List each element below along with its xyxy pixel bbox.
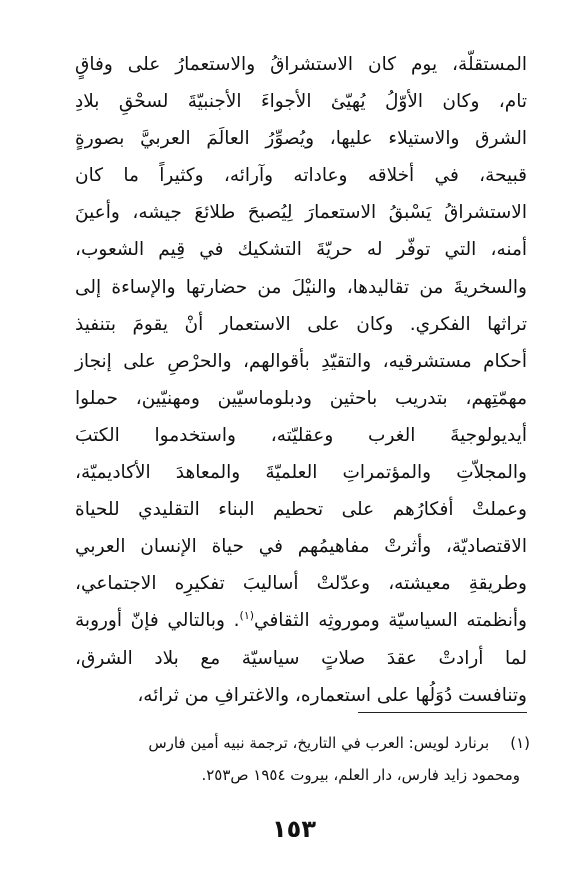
text-line: المستقلّة، يوم كان الاستشراقُ والاستعمارُ على وفاقٍ [75,54,527,75]
text-segment: وأنظمته السياسيّة وموروثِه الثقافي [254,610,527,632]
text-line: تام، وكان الأوّلُ يُهيّئ الأجواءَ الأجنبيّةَ لسحْقِ بلادِ [75,91,527,113]
text-line: الاستشراقُ يَسْبقُ الاستعمارَ لِيُصبحَ طلائعَ جيشه، وأعينَ [75,202,527,224]
text-line: وطريقةِ معيشته، وعدّلتْ أساليبَ تفكيرِه الاجتماعي، [75,573,527,595]
footnote-separator [358,712,527,713]
text-line-with-note [75,602,527,639]
text-line: قبيحة، في أخلاقه وعاداته وآرائه، وكثيراً ما كان [75,165,527,187]
text-line: لما أرادتْ عقدَ صلاتٍ سياسيّة مع بلاد الشرق، [75,647,527,669]
text-line: وتنافست دُوَلُها على استعماره، والاغترافِ من ثرائه، [137,684,527,706]
text-line: أيديولوجيةَ الغرب وعقليّته، واستخدموا الكتبَ [75,424,527,446]
text-line: وعملتْ أفكارُهم على تحطيم البناء التقليدي للحياة [75,499,527,521]
text-line: تراثها الفكري. وكان على الاستعمار أنْ يقومَ بتنفيذ [75,313,527,335]
footnote-line [70,727,530,759]
footnote-number: (١) [510,734,530,752]
footnote [70,727,530,791]
footnote-line: ومحمود زايد فارس، دار العلم، بيروت ١٩٥٤ ص٢٥٣. [201,766,520,784]
body-text [75,46,527,714]
text-line: الاقتصاديّة، وأثرتْ مفاهيمُهم في حياة الإنسان العربي [75,536,527,558]
text-line: الشرق والاستيلاء عليها، ويُصوِّرُ العالَمَ العربيَّ بصورةٍ [75,128,527,150]
text-segment: . وبالتالي فإنّ أوروبة [75,610,240,632]
text-line: والمجلاّتِ والمؤتمراتِ العلميّةَ والمعاهدَ الأكاديميّة، [75,462,527,484]
text-line: والسخريةَ من تقاليدها، والنيْلَ من حضارتها والإساءة إلى [75,276,527,298]
text-line: أمنه، التي توفّر له حريّةَ التشكيك في قِيم الشعوب، [75,239,527,261]
page-number: ١٥٣ [272,815,316,843]
text-line: أحكام مستشرقيه، والتقيّدِ بأقوالهم، والحرْصِ على إنجاز [75,350,527,372]
footnote-text: برنارد لويس: العرب في التاريخ، ترجمة نبيه أمين فارس [148,734,490,752]
footnote-reference[interactable]: (١) [239,609,255,623]
text-line: مهمّتِهم، بتدريب باحثين ودبلوماسيّين ومهنيّين، حملوا [75,387,527,409]
